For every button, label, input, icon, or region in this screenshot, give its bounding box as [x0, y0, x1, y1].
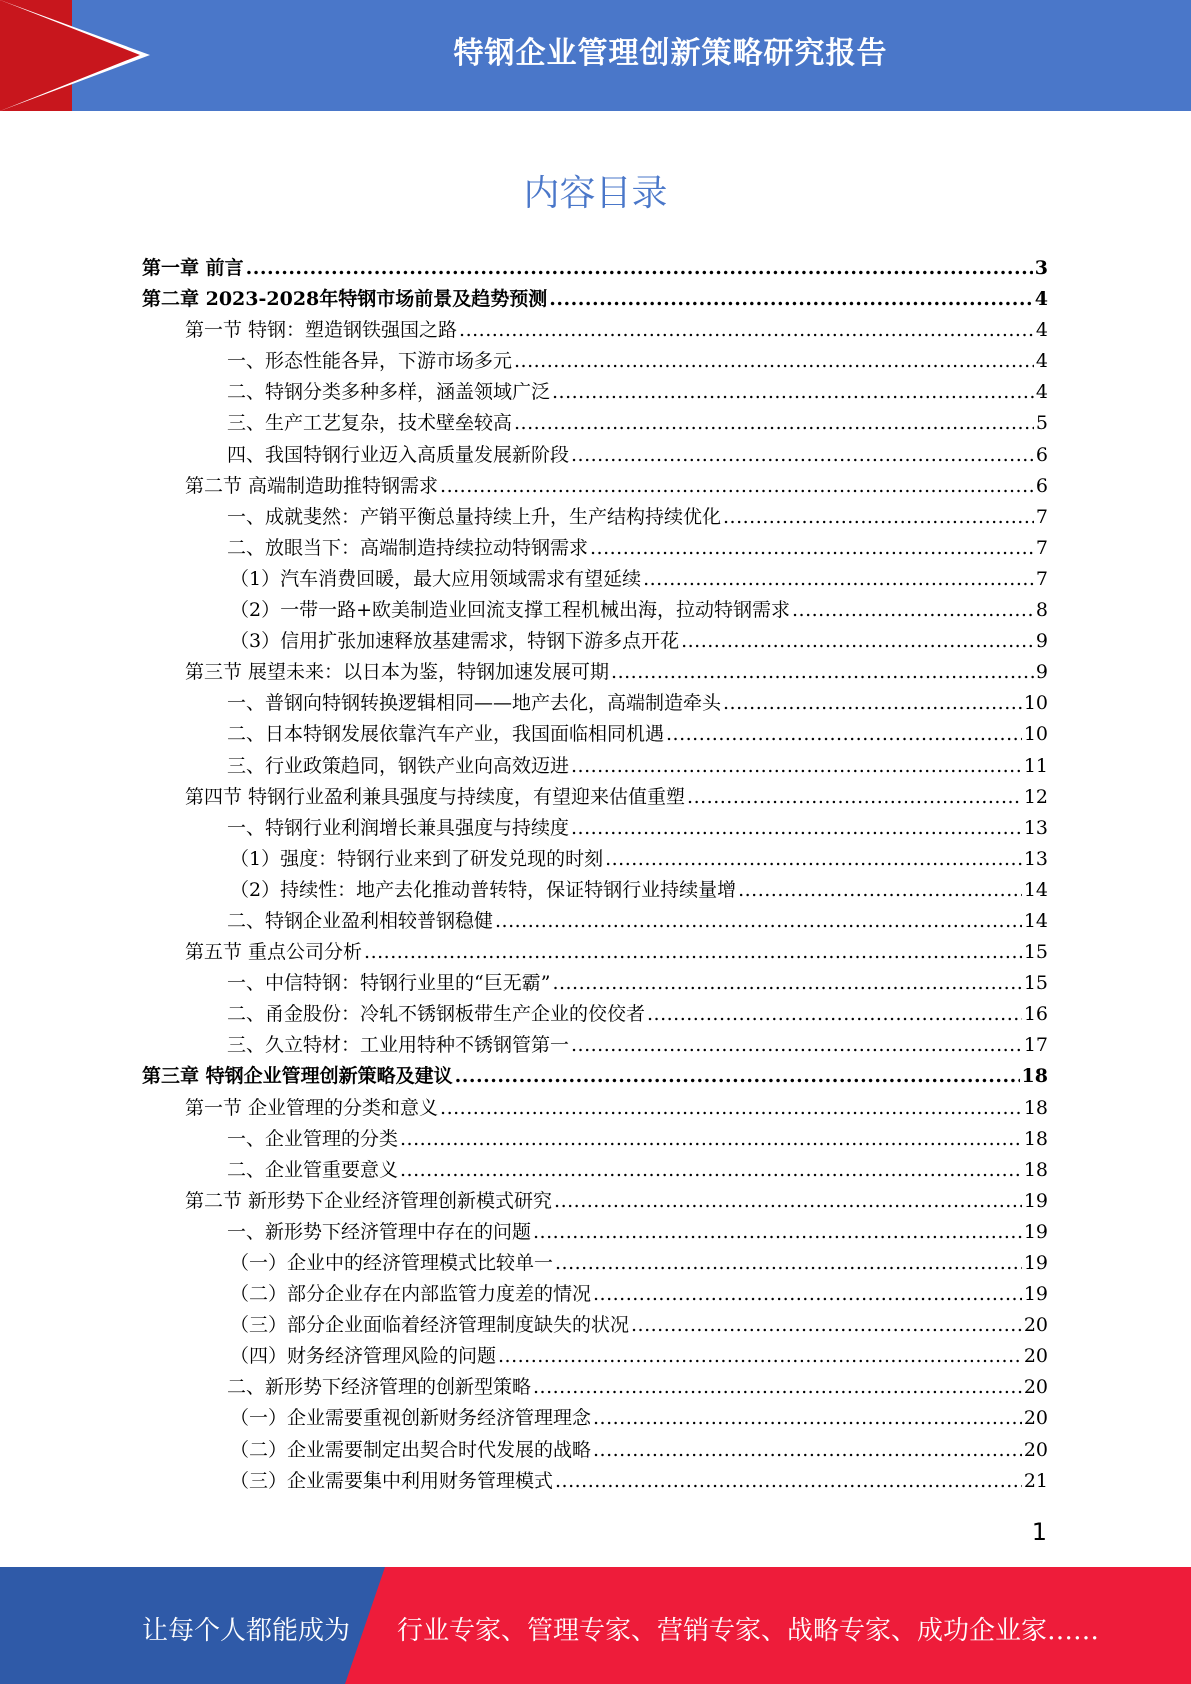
- toc-entry[interactable]: [142, 253, 1048, 284]
- toc-entry[interactable]: [142, 533, 1048, 564]
- toc-entry-page: 18: [1023, 1096, 1048, 1119]
- toc-leader-dots: [590, 533, 1034, 564]
- toc-leader-dots: [552, 968, 1021, 999]
- toc-entry-label: 三、行业政策趋同，钢铁产业向高效迈进: [227, 754, 570, 777]
- toc-leader-dots: [571, 751, 1022, 782]
- toc-entry[interactable]: [142, 1248, 1048, 1279]
- toc-leader-dots: [571, 440, 1034, 471]
- toc-entry-label: （三）企业需要集中利用财务管理模式: [230, 1469, 554, 1492]
- toc-entry[interactable]: [142, 1155, 1048, 1186]
- toc-leader-dots: [723, 688, 1022, 719]
- toc-entry[interactable]: [142, 844, 1048, 875]
- toc-entry[interactable]: [142, 1124, 1048, 1155]
- toc-entry[interactable]: [142, 377, 1048, 408]
- toc-entry-label: 二、甬金股份：冷轧不锈钢板带生产企业的佼佼者: [227, 1003, 646, 1026]
- toc-entry-page: 4: [1035, 350, 1048, 373]
- footer-slogan-right: 行业专家、管理专家、营销专家、战略专家、成功企业家……: [397, 1616, 1100, 1646]
- toc-entry-label: （1）强度：特钢行业来到了研发兑现的时刻: [230, 847, 604, 870]
- toc-entry-page: 8: [1035, 599, 1048, 622]
- toc-entry-page: 13: [1023, 816, 1048, 839]
- toc-entry[interactable]: [142, 1061, 1048, 1092]
- toc-entry-label: 一、新形势下经济管理中存在的问题: [227, 1220, 532, 1243]
- toc-entry[interactable]: [142, 408, 1048, 439]
- toc-leader-dots: [687, 782, 1022, 813]
- toc-entry-page: 20: [1023, 1438, 1048, 1461]
- toc-entry-page: 4: [1034, 288, 1048, 311]
- header-band: [0, 0, 1191, 111]
- toc-leader-dots: [554, 1186, 1022, 1217]
- toc-entry[interactable]: [142, 688, 1048, 719]
- toc-entry-page: 13: [1023, 847, 1048, 870]
- toc-leader-dots: [246, 253, 1033, 284]
- document-title: 特钢企业管理创新策略研究报告: [453, 36, 888, 71]
- toc-entry-page: 18: [1023, 1127, 1048, 1150]
- toc-leader-dots: [400, 1124, 1022, 1155]
- toc-leader-dots: [792, 595, 1034, 626]
- toc-leader-dots: [555, 1466, 1022, 1497]
- toc-leader-dots: [723, 502, 1034, 533]
- toc-entry-label: 三、久立特材：工业用特种不锈钢管第一: [227, 1034, 570, 1057]
- toc-entry[interactable]: [142, 502, 1048, 533]
- footer-band: [0, 1567, 1191, 1684]
- toc-entry[interactable]: [142, 1030, 1048, 1061]
- toc-entry-page: 20: [1023, 1376, 1048, 1399]
- toc-entry-page: 11: [1023, 754, 1048, 777]
- toc-entry-page: 19: [1023, 1283, 1048, 1306]
- toc-leader-dots: [647, 999, 1022, 1030]
- toc-entry[interactable]: [142, 1279, 1048, 1310]
- toc-leader-dots: [364, 937, 1022, 968]
- toc-leader-dots: [593, 1435, 1022, 1466]
- toc-entry-page: 9: [1035, 630, 1048, 653]
- toc-entry[interactable]: [142, 284, 1048, 315]
- toc-entry-label: 第三节 展望未来：以日本为鉴，特钢加速发展可期: [185, 661, 610, 684]
- toc-entry-label: 四、我国特钢行业迈入高质量发展新阶段: [227, 443, 570, 466]
- toc-entry-label: （一）企业中的经济管理模式比较单一: [230, 1252, 554, 1274]
- toc-entry[interactable]: [142, 1341, 1048, 1372]
- toc-entry-page: 20: [1023, 1314, 1048, 1337]
- toc-leader-dots: [455, 1061, 1020, 1092]
- toc-leader-dots: [549, 284, 1033, 315]
- toc-entry-label: 一、企业管理的分类: [227, 1127, 399, 1150]
- toc-entry-page: 19: [1023, 1220, 1048, 1243]
- toc-entry-page: 12: [1023, 785, 1048, 808]
- toc-leader-dots: [533, 1372, 1022, 1403]
- toc-entry[interactable]: [142, 471, 1048, 502]
- toc-leader-dots: [555, 1248, 1022, 1279]
- toc-leader-dots: [552, 377, 1034, 408]
- toc-entry[interactable]: [142, 1186, 1048, 1217]
- toc-leader-dots: [631, 1310, 1022, 1341]
- toc-entry-page: 7: [1035, 505, 1048, 528]
- toc-leader-dots: [498, 1341, 1022, 1372]
- toc-leader-dots: [514, 346, 1034, 377]
- toc-leader-dots: [593, 1279, 1022, 1310]
- toc-leader-dots: [571, 1030, 1022, 1061]
- toc-leader-dots: [440, 471, 1034, 502]
- toc-entry[interactable]: [142, 657, 1048, 688]
- toc-heading: 内容目录: [523, 173, 668, 214]
- toc-entry-label: 一、普钢向特钢转换逻辑相同——地产去化，高端制造牵头: [227, 692, 722, 715]
- toc-entry-label: （四）财务经济管理风险的问题: [230, 1345, 497, 1368]
- toc-entry-label: （一）企业需要重视创新财务经济管理理念: [230, 1407, 592, 1430]
- toc-entry-label: （2）持续性：地产去化推动普转特，保证特钢行业持续量增: [230, 878, 737, 901]
- toc-entry[interactable]: [142, 875, 1048, 906]
- toc-entry-label: 二、特钢分类多种多样，涵盖领域广泛: [227, 381, 551, 404]
- toc-entry-label: （三）部分企业面临着经济管理制度缺失的状况: [230, 1314, 630, 1337]
- toc-entry-label: 一、成就斐然：产销平衡总量持续上升，生产结构持续优化: [227, 505, 722, 528]
- toc-entry-label: 二、企业管重要意义: [227, 1158, 399, 1181]
- toc-entry[interactable]: [142, 782, 1048, 813]
- toc-entry-page: 20: [1023, 1345, 1048, 1368]
- toc-entry-page: 4: [1035, 319, 1048, 342]
- toc-entry-page: 18: [1023, 1158, 1048, 1181]
- toc-entry-label: 二、特钢企业盈利相较普钢稳健: [227, 909, 494, 932]
- toc-entry[interactable]: [142, 626, 1048, 657]
- toc-entry-page: 14: [1023, 909, 1048, 932]
- toc-leader-dots: [681, 626, 1034, 657]
- toc-entry-label: 第二节 高端制造助推特钢需求: [185, 474, 439, 497]
- toc-entry[interactable]: [142, 1217, 1048, 1248]
- toc-entry-page: 18: [1021, 1065, 1048, 1088]
- toc-leader-dots: [459, 315, 1034, 346]
- toc-entry[interactable]: [142, 1093, 1048, 1124]
- toc-entry[interactable]: [142, 813, 1048, 844]
- toc-entry-label: （二）部分企业存在内部监管力度差的情况: [230, 1283, 592, 1306]
- toc-entry-label: 一、中信特钢：特钢行业里的“巨无霸”: [227, 972, 551, 995]
- toc-entry-page: 19: [1023, 1252, 1048, 1274]
- toc-entry[interactable]: [142, 1310, 1048, 1341]
- toc-entry-page: 19: [1023, 1189, 1048, 1212]
- toc-entry[interactable]: [142, 937, 1048, 968]
- toc-entry-page: 15: [1023, 972, 1048, 995]
- toc-entry[interactable]: [142, 1372, 1048, 1403]
- toc-entry-page: 10: [1023, 692, 1048, 715]
- toc-entry-label: 第一节 特钢：塑造钢铁强国之路: [185, 319, 458, 342]
- toc-entry[interactable]: [142, 440, 1048, 471]
- toc-leader-dots: [440, 1093, 1022, 1124]
- toc-leader-dots: [495, 906, 1022, 937]
- toc-leader-dots: [514, 408, 1034, 439]
- toc-entry-label: 第一章 前言: [142, 257, 244, 279]
- toc-entry-page: 10: [1023, 723, 1048, 746]
- toc-entry-page: 5: [1035, 412, 1048, 435]
- toc-entry-page: 3: [1034, 257, 1048, 279]
- toc-leader-dots: [738, 875, 1022, 906]
- toc-entry[interactable]: [142, 719, 1048, 750]
- toc-entry-label: 一、特钢行业利润增长兼具强度与持续度: [227, 816, 570, 839]
- toc-entry[interactable]: [142, 999, 1048, 1030]
- toc-entry-page: 9: [1035, 661, 1048, 684]
- toc-entry-page: 6: [1035, 474, 1048, 497]
- toc-entry-label: （1）汽车消费回暖，最大应用领域需求有望延续: [230, 567, 642, 590]
- toc-entry[interactable]: [142, 595, 1048, 626]
- toc-entry-label: 第五节 重点公司分析: [185, 941, 363, 964]
- toc-entry-label: （二）企业需要制定出契合时代发展的战略: [230, 1438, 592, 1461]
- toc-entry-label: （2）一带一路+欧美制造业回流支撑工程机械出海，拉动特钢需求: [230, 599, 791, 622]
- toc-entry-label: 三、生产工艺复杂，技术壁垒较高: [227, 412, 513, 435]
- page-number: 1: [1031, 1518, 1047, 1546]
- header-arrow: [0, 0, 140, 111]
- toc-leader-dots: [533, 1217, 1022, 1248]
- toc-entry-label: 第三章 特钢企业管理创新策略及建议: [142, 1065, 453, 1088]
- toc-entry-page: 4: [1035, 381, 1048, 404]
- toc-leader-dots: [400, 1155, 1022, 1186]
- toc-leader-dots: [666, 719, 1022, 750]
- toc-entry-label: 二、新形势下经济管理的创新型策略: [227, 1376, 532, 1399]
- toc-entry-label: 二、放眼当下：高端制造持续拉动特钢需求: [227, 536, 589, 559]
- toc-entry[interactable]: [142, 1466, 1048, 1497]
- toc-entry-page: 14: [1023, 878, 1048, 901]
- toc-entry-label: （3）信用扩张加速释放基建需求，特钢下游多点开花: [230, 630, 680, 653]
- toc-entry-label: 第四节 特钢行业盈利兼具强度与持续度，有望迎来估值重塑: [185, 785, 686, 808]
- toc-entry-page: 7: [1035, 536, 1048, 559]
- toc-leader-dots: [605, 844, 1022, 875]
- toc-entry-page: 7: [1035, 567, 1048, 590]
- footer-slogan-left: 让每个人都能成为: [142, 1616, 351, 1646]
- toc-entry-label: 第一节 企业管理的分类和意义: [185, 1096, 439, 1119]
- toc-entry-label: 二、日本特钢发展依靠汽车产业，我国面临相同机遇: [227, 723, 665, 746]
- table-of-contents: [142, 253, 1048, 1497]
- toc-entry-page: 20: [1023, 1407, 1048, 1430]
- toc-entry[interactable]: [142, 751, 1048, 782]
- toc-leader-dots: [643, 564, 1034, 595]
- toc-entry[interactable]: [142, 315, 1048, 346]
- toc-entry-label: 第二章 2023-2028年特钢市场前景及趋势预测: [142, 288, 548, 311]
- toc-entry[interactable]: [142, 564, 1048, 595]
- toc-entry[interactable]: [142, 346, 1048, 377]
- toc-entry[interactable]: [142, 968, 1048, 999]
- toc-entry[interactable]: [142, 1403, 1048, 1434]
- toc-entry-label: 一、形态性能各异，下游市场多元: [227, 350, 513, 373]
- toc-entry-page: 16: [1023, 1003, 1048, 1026]
- toc-leader-dots: [611, 657, 1034, 688]
- toc-entry-page: 17: [1023, 1034, 1048, 1057]
- toc-entry-page: 6: [1035, 443, 1048, 466]
- toc-entry[interactable]: [142, 1435, 1048, 1466]
- toc-leader-dots: [593, 1403, 1022, 1434]
- toc-entry[interactable]: [142, 906, 1048, 937]
- toc-entry-page: 21: [1023, 1469, 1048, 1492]
- toc-leader-dots: [571, 813, 1022, 844]
- toc-entry-page: 15: [1023, 941, 1048, 964]
- toc-entry-label: 第二节 新形势下企业经济管理创新模式研究: [185, 1189, 553, 1212]
